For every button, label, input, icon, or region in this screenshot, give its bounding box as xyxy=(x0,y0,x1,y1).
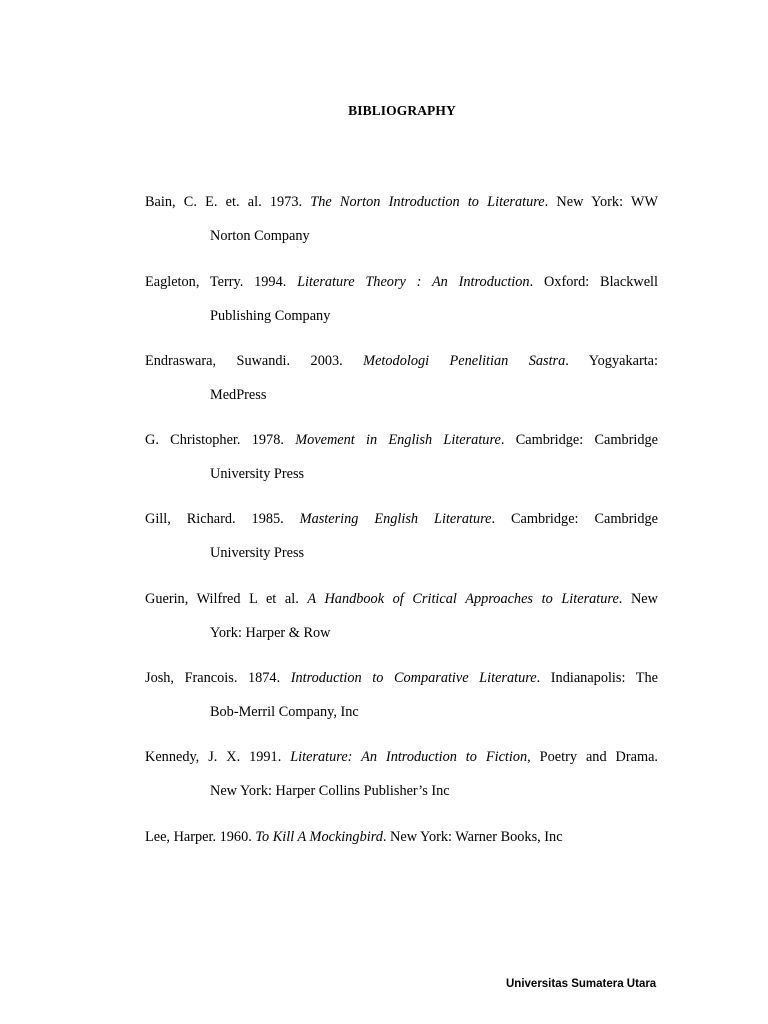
entry-continuation: Norton Company xyxy=(210,228,310,244)
entry-title: Metodologi Penelitian Sastra xyxy=(363,353,566,369)
entry-title: Literature: An Introduction to Fiction xyxy=(290,749,528,765)
entry-continuation: Bob-Merril Company, Inc xyxy=(210,704,359,720)
entry-continuation: MedPress xyxy=(210,387,267,403)
entry-continuation: University Press xyxy=(210,545,305,561)
entry-first-line xyxy=(145,589,658,609)
page-title: BIBLIOGRAPHY xyxy=(348,103,456,118)
entry-first-line xyxy=(145,430,658,450)
bibliography-entry-2 xyxy=(145,272,658,326)
entry-continuation: York: Harper & Row xyxy=(210,625,331,641)
entry-first-line xyxy=(145,351,658,371)
entry-continuation: Publishing Company xyxy=(210,308,331,324)
bibliography-entry-5 xyxy=(145,509,658,563)
entry-first-line xyxy=(145,509,658,529)
bibliography-entry-4 xyxy=(145,430,658,484)
entry-author-year: Endraswara, Suwandi. 2003. xyxy=(145,353,364,369)
bibliography-entry-3 xyxy=(145,351,658,405)
entry-publisher: . Cambridge: Cambridge xyxy=(491,511,659,527)
entry-publisher: . Oxford: Blackwell xyxy=(529,274,658,290)
bibliography-entry-1 xyxy=(145,192,658,246)
entry-publisher: . Cambridge: Cambridge xyxy=(500,432,658,448)
entry-continuation: New York: Harper Collins Publisher’s Inc xyxy=(210,783,450,799)
entry-author-year: Eagleton, Terry. 1994. xyxy=(145,274,298,290)
entry-publisher: . New York: WW xyxy=(544,194,658,210)
entry-title: To Kill A Mockingbird xyxy=(255,829,383,845)
entry-first-line xyxy=(145,272,658,292)
entry-author-year: Gill, Richard. 1985. xyxy=(145,511,300,527)
entry-author-year: Bain, C. E. et. al. 1973. xyxy=(145,194,311,210)
footer-institution: Universitas Sumatera Utara xyxy=(506,978,657,990)
entry-title: Literature Theory : An Introduction xyxy=(297,274,530,290)
bibliography-entry-7 xyxy=(145,668,658,722)
entry-title: The Norton Introduction to Literature xyxy=(310,194,545,210)
entry-publisher: . Yogyakarta: xyxy=(565,353,658,369)
entry-first-line xyxy=(145,192,658,212)
bibliography-entry-9 xyxy=(145,827,658,847)
entry-continuation: University Press xyxy=(210,466,305,482)
entry-author-year: Guerin, Wilfred L et al. xyxy=(145,591,308,607)
entry-title: Movement in English Literature xyxy=(295,432,501,448)
entry-publisher: . New York: Warner Books, Inc xyxy=(382,829,563,845)
bibliography-entry-8 xyxy=(145,747,658,801)
entry-title: Introduction to Comparative Literature xyxy=(290,670,537,686)
entry-author-year: Josh, Francois. 1874. xyxy=(145,670,291,686)
entry-publisher: . Indianapolis: The xyxy=(536,670,658,686)
entry-first-line xyxy=(145,668,658,688)
entry-author-year: Lee, Harper. 1960. xyxy=(145,829,256,845)
entry-publisher: . New xyxy=(618,591,658,607)
entry-first-line xyxy=(145,747,658,767)
entry-title: Mastering English Literature xyxy=(299,511,492,527)
entry-first-line xyxy=(145,827,658,847)
entry-author-year: G. Christopher. 1978. xyxy=(145,432,296,448)
entry-publisher: , Poetry and Drama. xyxy=(527,749,658,765)
entry-author-year: Kennedy, J. X. 1991. xyxy=(145,749,291,765)
bibliography-entry-6 xyxy=(145,589,658,643)
entry-title: A Handbook of Critical Approaches to Literature xyxy=(307,591,619,607)
